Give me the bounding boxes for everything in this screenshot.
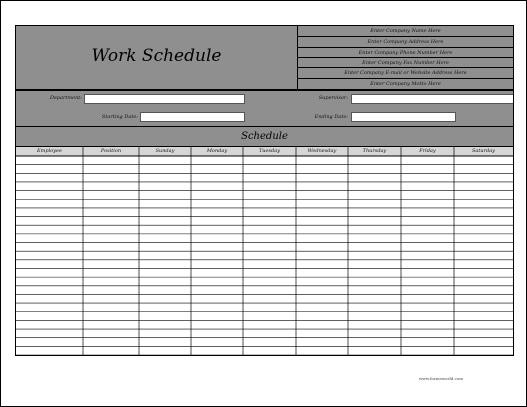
company-info-line[interactable]: Enter Company E-mail or Website Address Here: [298, 68, 513, 79]
schedule-table: [15, 126, 514, 356]
column-header: Position: [100, 148, 122, 154]
company-info-line[interactable]: Enter Company Fax Number Here: [298, 58, 513, 68]
column-header: Friday: [419, 148, 436, 154]
supervisor-label: Supervisor:: [318, 95, 348, 101]
company-info-line[interactable]: Enter Company Address Here: [298, 37, 513, 48]
ending-date-field[interactable]: [351, 112, 456, 122]
company-info-line[interactable]: Enter Company Motto Here: [370, 81, 441, 87]
company-info-line[interactable]: Enter Company Phone Number Here: [298, 48, 513, 58]
column-header: Sunday: [155, 148, 175, 154]
column-header: Saturday: [471, 148, 496, 154]
ending-date-label: Ending Date:: [314, 114, 348, 120]
company-info-line[interactable]: Enter Company Name Here: [298, 26, 513, 37]
column-header: Employee: [37, 148, 62, 154]
supervisor-field[interactable]: [351, 94, 513, 104]
form-header: [15, 25, 514, 90]
form-title: Work Schedule: [91, 46, 222, 66]
column-header: Monday: [206, 148, 228, 154]
company-info-block: [298, 26, 513, 89]
starting-date-field[interactable]: [140, 112, 245, 122]
footer-note: www.formsworld.com: [419, 376, 464, 381]
column-header: Tuesday: [258, 148, 281, 154]
schedule-title: Schedule: [16, 127, 513, 147]
starting-date-label: Starting Date:: [101, 114, 138, 120]
title-cell: [16, 26, 298, 89]
schedule-meta: [15, 90, 514, 127]
column-header: Thursday: [362, 148, 387, 154]
column-header: Wednesday: [307, 148, 337, 154]
schedule-grid[interactable]: [16, 147, 513, 355]
department-field[interactable]: [84, 94, 245, 104]
department-label: Department:: [49, 95, 82, 101]
